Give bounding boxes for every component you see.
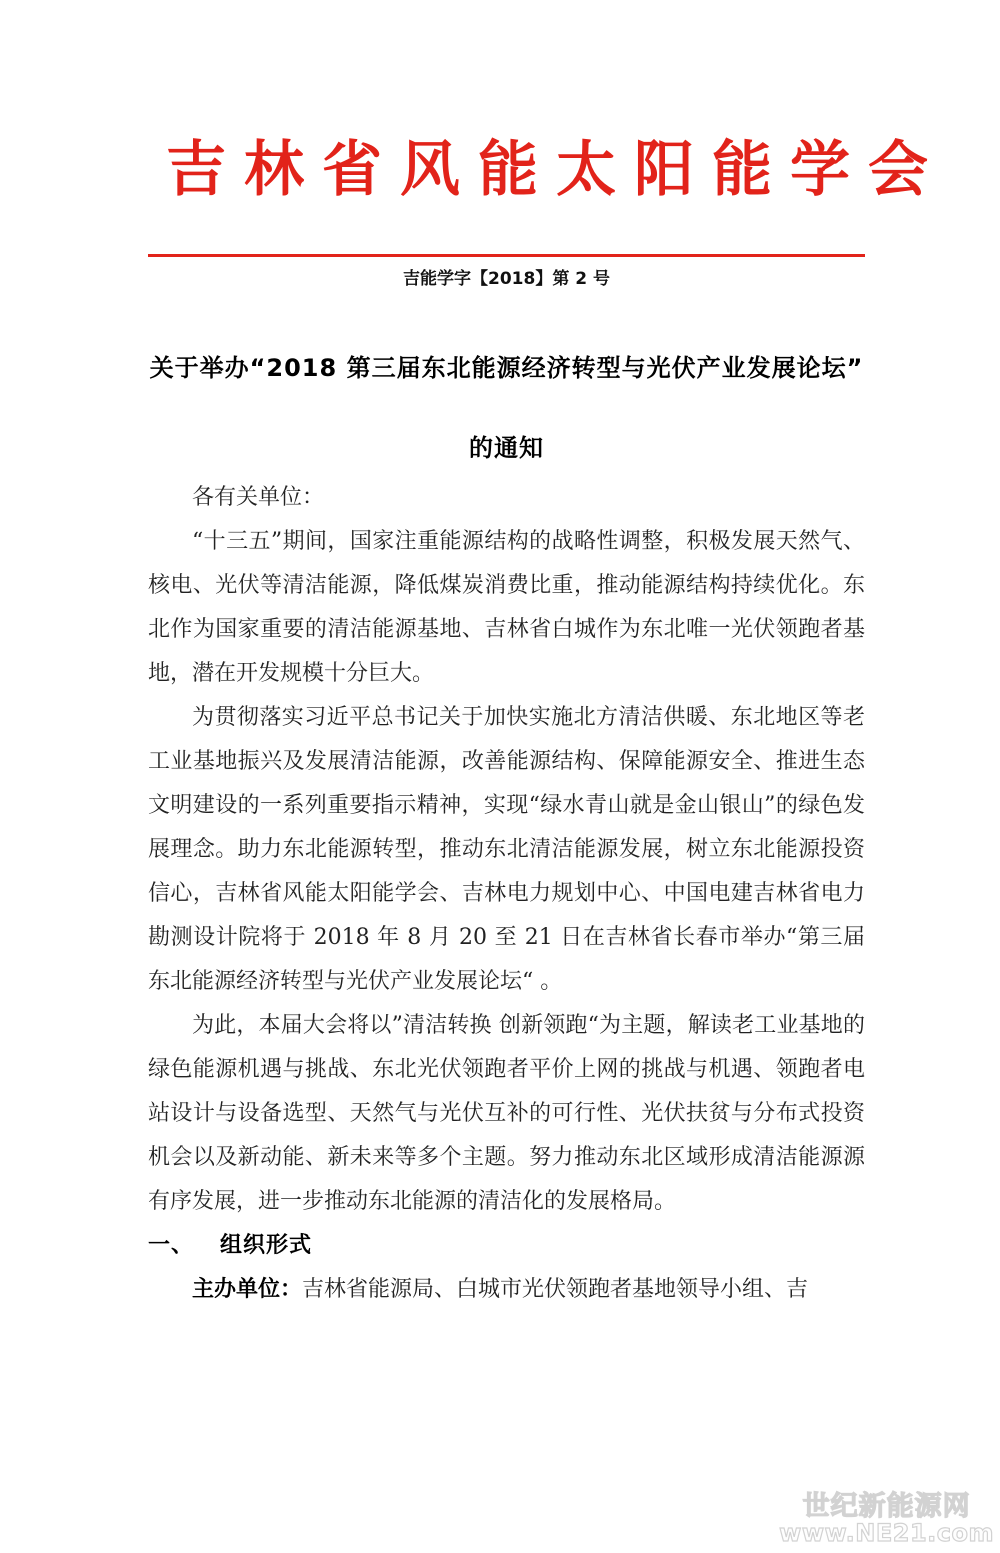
- organizer-line: [148, 1268, 865, 1312]
- watermark-site-url: www.NE21.com: [779, 1519, 994, 1547]
- notice-title-line1: 关于举办“2018 第三届东北能源经济转型与光伏产业发展论坛”: [149, 354, 864, 382]
- salutation: 各有关单位：: [192, 485, 325, 510]
- letterhead-divider-line: [148, 254, 865, 257]
- organizer-text: 吉林省能源局、白城市光伏领跑者基地领导小组、吉: [302, 1277, 809, 1302]
- organization-letterhead-title: 吉林省风能太阳能学会: [166, 135, 946, 205]
- watermark-site-name: 世纪新能源网: [802, 1491, 971, 1522]
- body-paragraph-3: 为此，本届大会将以”清洁转换 创新领跑“为主题，解读老工业基地的绿色能源机遇与挑战、东北光伏领跑者平价上网的挑战与机遇、领跑者电站设计与设备选型、天然气与光伏互补的可行性、光伏扶贫与分布式投资机会以及新动能、新未来等多个主题。努力推动东北区域形成清洁能源源有序发展，进一步推动东北能源的清洁化的发展格局。: [148, 1013, 865, 1214]
- site-watermark: [779, 1492, 994, 1545]
- body-paragraph-1: “十三五”期间，国家注重能源结构的战略性调整，积极发展天然气、核电、光伏等清洁能源，降低煤炭消费比重，推动能源结构持续优化。东北作为国家重要的清洁能源基地、吉林省白城作为东北唯一光伏领跑者基地，潜在开发规模十分巨大。: [148, 529, 865, 686]
- section-number: 一、: [148, 1233, 195, 1258]
- section-heading-organization-form: [148, 1224, 865, 1268]
- notice-title-line2: 的通知: [469, 434, 544, 462]
- document-reference-number: 吉能学字【2018】第 2 号: [403, 269, 610, 289]
- section-title: 组织形式: [220, 1233, 313, 1258]
- organizer-label: 主办单位：: [192, 1277, 303, 1302]
- body-paragraph-2: 为贯彻落实习近平总书记关于加快实施北方清洁供暖、东北地区等老工业基地振兴及发展清洁能源，改善能源结构、保障能源安全、推进生态文明建设的一系列重要指示精神，实现“绿水青山就是金山银山”的绿色发展理念。助力东北能源转型，推动东北清洁能源发展，树立东北能源投资信心，吉林省风能太阳能学会、吉林电力规划中心、中国电建吉林省电力勘测设计院将于 2018 年 8 月 20 至 21 日在吉林省长春市举办“第三届东北能源经济转型与光伏产业发展论坛“ 。: [148, 705, 865, 994]
- document-page: [0, 135, 1000, 1553]
- notice-body: [148, 476, 865, 1312]
